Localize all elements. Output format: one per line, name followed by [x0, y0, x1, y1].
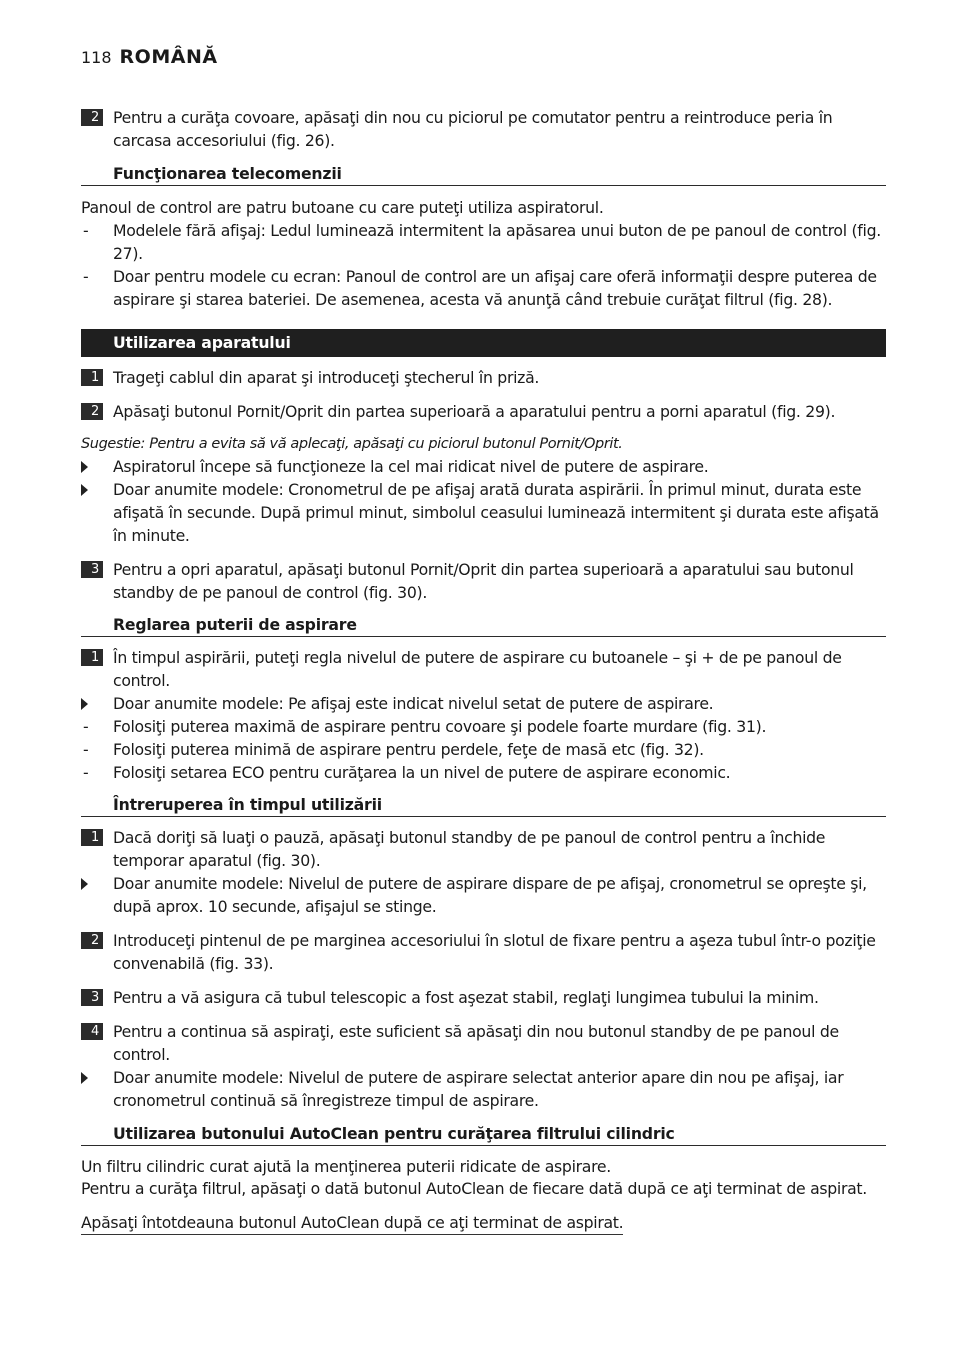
- dash-item-max: [81, 715, 886, 738]
- step-text: În timpul aspirării, puteţi regla nivelul de putere de aspirare cu butoanele – şi + de pe panoul de control.: [113, 648, 842, 690]
- bullet-arrow-icon: [81, 698, 88, 710]
- dash-text: Folosiţi puterea maximă de aspirare pentru covoare şi podele foarte murdare (fig. 31).: [113, 717, 767, 736]
- step-text: Pentru a curăţa covoare, apăsaţi din nou cu piciorul pe comutator pentru a reintroduce peria în carcasa accesoriului (fig. 26).: [113, 108, 833, 150]
- step-text: Pentru a vă asigura că tubul telescopic a fost aşezat stabil, reglaţi lungimea tubului la minim.: [113, 988, 819, 1007]
- dash-text: Folosiţi puterea minimă de aspirare pentru perdele, feţe de masă etc (fig. 32).: [113, 740, 704, 759]
- step-number: 1: [81, 369, 103, 386]
- section-heading-autoclean: Utilizarea butonului AutoClean pentru curăţarea filtrului cilindric: [81, 1123, 886, 1146]
- bullet-vanish: [81, 872, 886, 918]
- step-2-carpet: [81, 106, 886, 152]
- step-3-tube: [81, 986, 886, 1009]
- step-text: Pentru a continua să aspiraţi, este suficient să apăsaţi din nou butonul standby de pe panoul de control.: [113, 1022, 839, 1064]
- paragraph-filter-2: Pentru a curăţa filtrul, apăsaţi o dată butonul AutoClean de fiecare dată după ce aţi terminat de aspirat.: [81, 1179, 867, 1198]
- step-number: 1: [81, 649, 103, 666]
- step-4-continue: [81, 1020, 886, 1066]
- page-content: [81, 106, 886, 1235]
- step-1-cable: [81, 366, 886, 389]
- dash-item-min: [81, 738, 886, 761]
- step-text: Dacă doriţi să luaţi o pauză, apăsaţi butonul standby de pe panoul de control pentru a închide temporar aparatul (fig. 30).: [113, 828, 826, 870]
- dash-mark: -: [83, 740, 89, 759]
- dash-mark: -: [83, 267, 89, 286]
- dash-item-no-display: [81, 219, 886, 265]
- dash-mark: -: [83, 717, 89, 736]
- page-header: [81, 46, 218, 74]
- bullet-arrow-icon: [81, 484, 88, 496]
- dash-text: Doar pentru modele cu ecran: Panoul de control are un afişaj care oferă informaţii despre puterea de aspirare şi starea bateriei. De asemenea, acesta vă anunţă când trebuie curăţat filtrul (fig. 28).: [113, 267, 877, 309]
- dash-mark: -: [83, 221, 89, 240]
- step-number: 2: [81, 932, 103, 949]
- bullet-text: Doar anumite modele: Cronometrul de pe afişaj arată durata aspirării. În primul minut, durata este afişată în secunde. După primul minut, simbolul ceasului luminează intermitent şi durata este afişată în minute.: [113, 480, 879, 545]
- tip-text: Sugestie: Pentru a evita să vă aplecaţi, apăsaţi cu piciorul butonul Pornit/Oprit.: [81, 436, 623, 452]
- language-title: ROMÂNĂ: [119, 46, 218, 68]
- paragraph-panel: Panoul de control are patru butoane cu care puteţi utiliza aspiratorul.: [81, 198, 604, 217]
- page-number: 118: [81, 48, 112, 67]
- bullet-arrow-icon: [81, 461, 88, 473]
- step-number: 2: [81, 109, 103, 126]
- step-2-ridge: [81, 929, 886, 975]
- bullet-resume: [81, 1066, 886, 1112]
- section-heading-using: Utilizarea aparatului: [81, 329, 886, 357]
- dash-item-screen: [81, 265, 886, 311]
- dash-text: Folosiţi setarea ECO pentru curăţarea la un nivel de putere de aspirare economic.: [113, 763, 731, 782]
- step-number: 3: [81, 561, 103, 578]
- paragraph-always-autoclean: Apăsaţi întotdeauna butonul AutoClean după ce aţi terminat de aspirat.: [81, 1211, 623, 1235]
- bullet-starts: [81, 455, 886, 478]
- bullet-text: Doar anumite modele: Pe afişaj este indicat nivelul setat de putere de aspirare.: [113, 694, 714, 713]
- paragraph-filter-1: Un filtru cilindric curat ajută la menţinerea puterii ridicate de aspirare.: [81, 1157, 611, 1176]
- step-text: Trageţi cablul din aparat şi introduceţi ştecherul în priză.: [113, 368, 540, 387]
- step-1-pause: [81, 826, 886, 872]
- section-heading-pause: Întreruperea în timpul utilizării: [81, 794, 886, 817]
- step-number: 2: [81, 403, 103, 420]
- step-number: 4: [81, 1023, 103, 1040]
- step-number: 1: [81, 829, 103, 846]
- step-1-adjust: [81, 646, 886, 692]
- section-heading-power: Reglarea puterii de aspirare: [81, 614, 886, 637]
- bullet-level: [81, 692, 886, 715]
- dash-item-eco: [81, 761, 886, 784]
- step-3-stop: [81, 558, 886, 604]
- bullet-text: Aspiratorul începe să funcţioneze la cel mai ridicat nivel de putere de aspirare.: [113, 457, 709, 476]
- bullet-text: Doar anumite modele: Nivelul de putere de aspirare selectat anterior apare din nou pe afişaj, iar cronometrul continuă să înregistreze timpul de aspirare.: [113, 1068, 844, 1110]
- step-number: 3: [81, 989, 103, 1006]
- step-text: Introduceţi pintenul de pe marginea accesoriului în slotul de fixare pentru a aşeza tubul într-o poziţie convenabilă (fig. 33).: [113, 931, 876, 973]
- step-text: Pentru a opri aparatul, apăsaţi butonul Pornit/Oprit din partea superioară a aparatului sau butonul standby de pe panoul de control (fig. 30).: [113, 560, 854, 602]
- dash-mark: -: [83, 763, 89, 782]
- section-heading-remote: Funcţionarea telecomenzii: [81, 163, 886, 186]
- bullet-timer: [81, 478, 886, 547]
- step-2-onoff: [81, 400, 886, 423]
- bullet-arrow-icon: [81, 1072, 88, 1084]
- step-text: Apăsaţi butonul Pornit/Oprit din partea superioară a aparatului pentru a porni aparatul (fig. 29).: [113, 402, 836, 421]
- bullet-arrow-icon: [81, 878, 88, 890]
- bullet-text: Doar anumite modele: Nivelul de putere de aspirare dispare de pe afişaj, cronometrul se opreşte şi, după aprox. 10 secunde, afişajul se stinge.: [113, 874, 867, 916]
- dash-text: Modelele fără afişaj: Ledul luminează intermitent la apăsarea unui buton de pe panoul de control (fig. 27).: [113, 221, 881, 263]
